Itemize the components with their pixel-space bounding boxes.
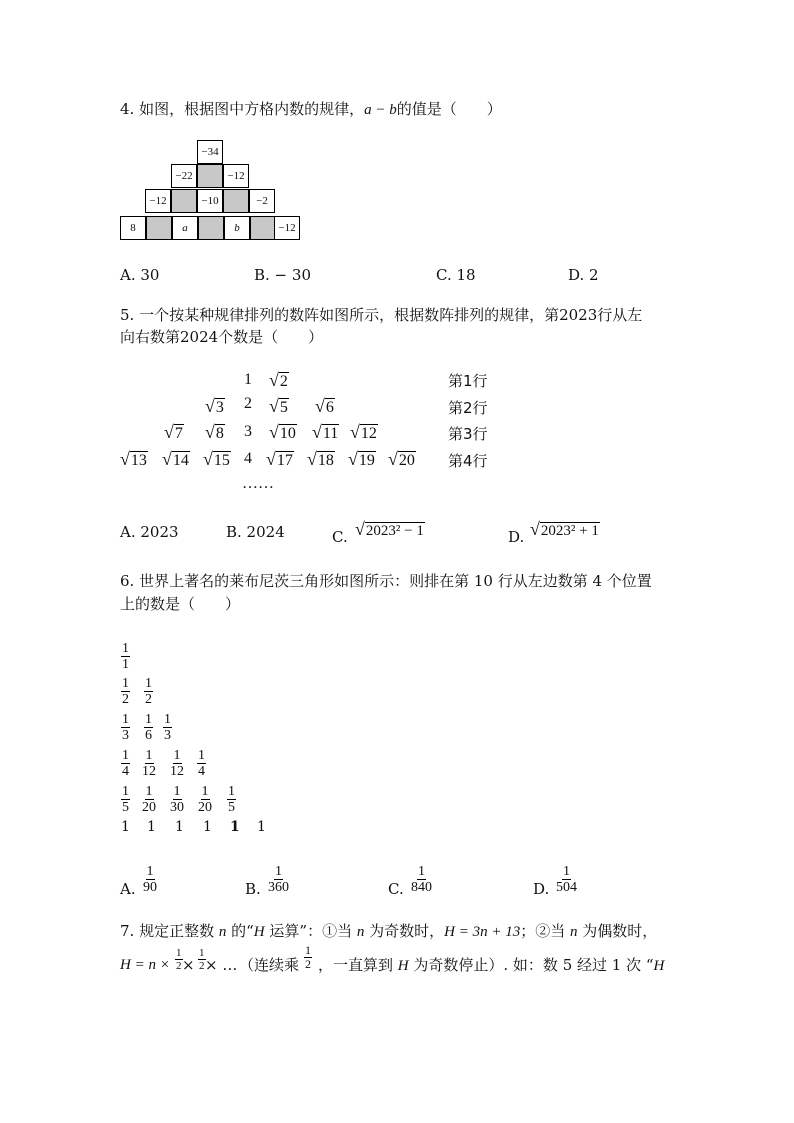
q4-expr: a − b	[364, 102, 397, 118]
q5-option-c-prefix: C.	[332, 528, 348, 546]
pyramid-cell: −12	[145, 189, 171, 213]
triangle-fraction: 1 5	[122, 784, 129, 815]
q6-option-a-fraction: 1 90	[143, 864, 157, 895]
array-sqrt: √5	[269, 396, 288, 416]
pyramid-cell: −12	[223, 164, 249, 188]
q7-half-fraction: 1 2	[305, 943, 311, 971]
q6-option-d-prefix: D.	[533, 880, 550, 898]
array-sqrt: √14	[162, 449, 189, 469]
triangle-fraction: 1 30	[170, 784, 184, 815]
triangle-value: 1	[257, 819, 266, 835]
q6-line2: 上的数是（ ）	[120, 595, 241, 613]
triangle-fraction: 1 3	[122, 712, 129, 743]
pyramid-cell-shaded	[250, 216, 276, 240]
array-sqrt: √10	[269, 422, 296, 442]
array-sqrt: √11	[312, 422, 339, 442]
array-value: 2	[244, 395, 252, 412]
array-ellipsis: ……	[242, 475, 274, 492]
q5-line1: 5. 一个按某种规律排列的数阵如图所示，根据数阵排列的规律，第2023行从左	[120, 306, 643, 324]
pyramid-cell: 8	[120, 216, 146, 240]
q7-half-fraction: 1 2	[176, 947, 182, 972]
q5-line2: 向右数第2024个数是（ ）	[120, 328, 324, 346]
array-sqrt: √18	[307, 449, 334, 469]
pyramid-cell-shaded	[197, 164, 223, 188]
triangle-value: 1	[147, 819, 156, 835]
q4-tail: 的值是（ ）	[396, 100, 502, 118]
array-sqrt: √17	[266, 449, 293, 469]
q5-option-d-sqrt: √2023² + 1	[530, 519, 599, 539]
array-sqrt: √2	[269, 370, 288, 390]
q6-option-d-fraction: 1 504	[556, 864, 577, 895]
triangle-fraction: 1 1	[122, 641, 129, 672]
triangle-fraction: 1 20	[142, 784, 156, 815]
q6-option-c-prefix: C.	[388, 880, 404, 898]
array-sqrt: √20	[388, 449, 415, 469]
pyramid-cell-shaded	[146, 216, 172, 240]
pyramid-cell: −34	[197, 140, 223, 164]
q7-formula-even-start: H = n ×	[120, 957, 170, 973]
pyramid-cell: −22	[171, 164, 197, 188]
array-sqrt: √3	[205, 396, 224, 416]
array-sqrt: √12	[350, 422, 377, 442]
triangle-fraction: 1 3	[164, 712, 171, 743]
q4-option-d[interactable]: D. 2	[568, 266, 599, 284]
array-value: 4	[244, 450, 252, 467]
row-label: 第2行	[448, 399, 488, 417]
triangle-fraction: 1 20	[198, 784, 212, 815]
row-label: 第4行	[448, 452, 488, 470]
pyramid-cell-shaded	[223, 189, 249, 213]
q5-option-a[interactable]: A. 2023	[120, 523, 179, 541]
triangle-value: 1	[121, 819, 130, 835]
array-value: 1	[244, 371, 252, 388]
q4-option-c[interactable]: C. 18	[436, 266, 476, 284]
triangle-fraction: 1 2	[122, 676, 129, 707]
array-sqrt: √7	[164, 422, 183, 442]
q7-formula-odd: H = 3n + 13	[444, 924, 521, 940]
array-sqrt: √13	[120, 449, 147, 469]
q7-times: ×	[182, 956, 195, 974]
triangle-fraction: 1 6	[145, 712, 152, 743]
triangle-value: 1	[230, 819, 240, 835]
array-value: 3	[244, 423, 252, 440]
row-label: 第1行	[448, 372, 488, 390]
pyramid-cell-shaded	[171, 189, 197, 213]
q4-option-a[interactable]: A. 30	[120, 266, 160, 284]
row-label: 第3行	[448, 425, 488, 443]
array-sqrt: √6	[315, 396, 334, 416]
q6-option-b-fraction: 1 360	[268, 864, 289, 895]
pyramid-cell: −2	[249, 189, 275, 213]
triangle-fraction: 1 2	[145, 676, 152, 707]
q6-line1: 6. 世界上著名的莱布尼茨三角形如图所示：则排在第 10 行从左边数第 4 个位置	[120, 572, 652, 590]
q5-option-b[interactable]: B. 2024	[226, 523, 285, 541]
q7-line1: 7. 规定正整数 n 的“H 运算”：①当 n 为奇数时，H = 3n + 13；②当 n 为偶数时，	[120, 922, 658, 940]
array-sqrt: √15	[203, 449, 230, 469]
pyramid-cell-a: a	[172, 216, 198, 240]
q7-half-fraction: 1 2	[199, 947, 205, 972]
pyramid-cell-shaded	[198, 216, 224, 240]
q7-text: （连续乘	[239, 956, 300, 974]
q4-text: 4. 如图，根据图中方格内数的规律，	[120, 100, 365, 118]
q6-option-a-prefix: A.	[120, 880, 136, 898]
q5-option-c-sqrt: √2023² − 1	[355, 519, 424, 539]
q6-option-b-prefix: B.	[245, 880, 261, 898]
pyramid-cell: −12	[274, 216, 300, 240]
pyramid-cell-b: b	[224, 216, 250, 240]
pyramid-cell: −10	[197, 189, 223, 213]
triangle-value: 1	[203, 819, 212, 835]
q6-option-c-fraction: 1 840	[411, 864, 432, 895]
q4-option-b[interactable]: B. − 30	[254, 266, 311, 284]
triangle-fraction: 1 12	[142, 748, 156, 779]
q7-ellipsis: × …	[205, 956, 238, 974]
triangle-fraction: 1 4	[122, 748, 129, 779]
triangle-value: 1	[175, 819, 184, 835]
q4-stem	[120, 99, 502, 120]
triangle-fraction: 1 4	[198, 748, 205, 779]
array-sqrt: √19	[348, 449, 375, 469]
triangle-fraction: 1 12	[170, 748, 184, 779]
q5-option-d-prefix: D.	[508, 528, 525, 546]
triangle-fraction: 1 5	[228, 784, 235, 815]
array-sqrt: √8	[205, 422, 224, 442]
